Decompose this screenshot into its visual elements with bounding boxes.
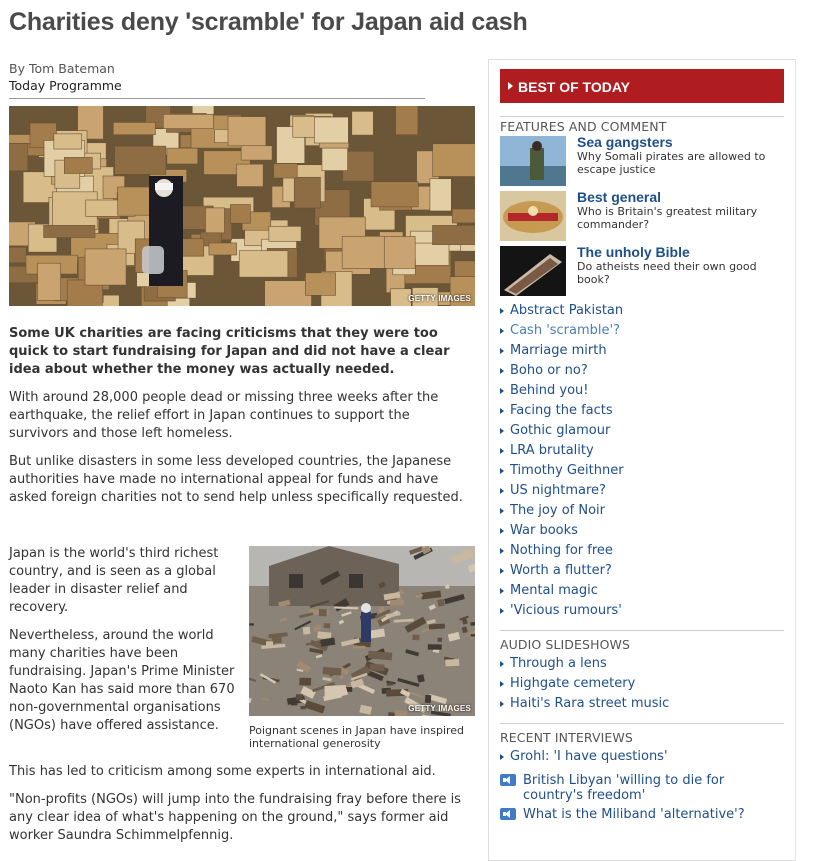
bullet-arrow-icon (500, 408, 504, 414)
bullet-arrow-icon (500, 388, 504, 394)
pirate-photo-icon[interactable] (500, 136, 566, 186)
bullet-arrow-icon (500, 368, 504, 374)
feature-item[interactable] (500, 136, 784, 188)
bullet-arrow-icon (500, 508, 504, 514)
best-of-today-banner[interactable] (500, 69, 784, 103)
section-divider (500, 630, 784, 631)
bullet-arrow-icon (500, 588, 504, 594)
article-headline: Charities deny 'scramble' for Japan aid cash (9, 8, 528, 36)
sidebar-link[interactable]: Gothic glamour (500, 421, 624, 441)
photo-caption: Poignant scenes in Japan have inspired international generosity (249, 724, 465, 750)
photo-credit: GETTY IMAGES (408, 294, 471, 303)
article-intro: Some UK charities are facing criticisms that they were too quick to start fundraising for Japan and did not have a clear idea about whether the money was actually needed. (9, 326, 450, 377)
article-paragraph: But unlike disasters in some less developed countries, the Japanese authorities have made no international appeal for funds and have asked foreign charities not to send help unless specifically requested. (9, 454, 463, 505)
sidebar-link[interactable]: Grohl: 'I have questions' (500, 747, 668, 767)
bullet-arrow-icon (500, 468, 504, 474)
feature-title[interactable]: The unholy Bible (577, 244, 690, 260)
feature-title[interactable]: Best general (577, 189, 662, 205)
audio-slideshows-heading: AUDIO SLIDESHOWS (500, 637, 630, 652)
bullet-arrow-icon (500, 548, 504, 554)
bullet-arrow-icon (500, 528, 504, 534)
bullet-arrow-icon (500, 448, 504, 454)
feature-item[interactable] (500, 191, 784, 243)
banner-title: BEST OF TODAY (518, 79, 631, 95)
feature-title[interactable]: Sea gangsters (577, 134, 673, 150)
recent-interviews-heading: RECENT INTERVIEWS (500, 730, 633, 745)
bullet-arrow-icon (500, 568, 504, 574)
feature-item[interactable] (500, 246, 784, 298)
feature-description: Do atheists need their own good book? (577, 260, 757, 286)
bullet-arrow-icon (500, 681, 504, 687)
article-paragraph: "Non-profits (NGOs) will jump into the fundraising fray before there is any clear idea of what's happening on the ground," says former aid worker Saundra Schimmelpfennig. (9, 792, 461, 843)
article-paragraph: Nevertheless, around the world many charities have been fundraising. Japan's Prime Minister Naoto Kan has said more than 670 non-governmental organisations (NGOs) have offered assistance. (9, 628, 235, 733)
section-divider (500, 116, 784, 117)
best-of-today-links (500, 301, 624, 621)
sidebar-link[interactable]: Cash 'scramble'? (500, 321, 624, 341)
feature-description: Who is Britain's greatest military commander? (577, 205, 758, 231)
bullet-arrow-icon (500, 608, 504, 614)
byline-divider (9, 98, 425, 99)
sidebar-link[interactable]: War books (500, 521, 624, 541)
sidebar-link[interactable]: Abstract Pakistan (500, 301, 624, 321)
recent-interviews-links (500, 747, 668, 767)
sidebar-link[interactable]: Highgate cemetery (500, 674, 669, 694)
byline-programme: Today Programme (9, 78, 122, 93)
book-photo-icon[interactable] (500, 246, 566, 296)
bullet-arrow-icon (500, 308, 504, 314)
bullet-arrow-icon (500, 754, 504, 760)
sidebar-link[interactable]: Timothy Geithner (500, 461, 624, 481)
sidebar-link[interactable]: LRA brutality (500, 441, 624, 461)
sidebar-link[interactable]: Haiti's Rara street music (500, 694, 669, 714)
bullet-arrow-icon (500, 328, 504, 334)
aid-boxes-photo-icon (9, 106, 475, 306)
secondary-article-photo (249, 546, 475, 716)
sidebar-link[interactable]: 'Vicious rumours' (500, 601, 624, 621)
section-divider (500, 723, 784, 724)
sidebar-link[interactable]: Mental magic (500, 581, 624, 601)
article-paragraph: This has led to criticism among some experts in international aid. (9, 764, 436, 779)
bullet-arrow-icon (500, 348, 504, 354)
sidebar-link[interactable]: Worth a flutter? (500, 561, 624, 581)
photo-credit: GETTY IMAGES (408, 704, 471, 713)
sidebar-link[interactable]: Boho or no? (500, 361, 624, 381)
sidebar-link[interactable]: The joy of Noir (500, 501, 624, 521)
article-paragraph: Japan is the world's third richest country, and is seen as a global leader in disaster relief and recovery. (9, 546, 219, 615)
feature-description: Why Somali pirates are allowed to escape justice (577, 150, 766, 176)
military-cap-photo-icon[interactable] (500, 191, 566, 241)
sidebar-link[interactable]: Facing the facts (500, 401, 624, 421)
features-heading: FEATURES AND COMMENT (500, 119, 667, 134)
article-paragraph: With around 28,000 people dead or missing three weeks after the earthquake, the relief effort in Japan continues to support the survivors and those left homeless. (9, 390, 439, 441)
speaker-icon (500, 808, 516, 820)
bullet-arrow-icon (500, 428, 504, 434)
sidebar-link[interactable]: Through a lens (500, 654, 669, 674)
audio-slideshow-links (500, 654, 669, 714)
arrow-right-icon (508, 82, 513, 90)
sidebar-link[interactable]: Marriage mirth (500, 341, 624, 361)
bullet-arrow-icon (500, 701, 504, 707)
bullet-arrow-icon (500, 488, 504, 494)
main-article-photo (9, 106, 475, 306)
sidebar-link[interactable]: Behind you! (500, 381, 624, 401)
tsunami-debris-photo-icon (249, 546, 475, 716)
sidebar-link[interactable]: US nightmare? (500, 481, 624, 501)
byline-author: By Tom Bateman (9, 61, 115, 76)
sidebar-link[interactable]: Nothing for free (500, 541, 624, 561)
bullet-arrow-icon (500, 661, 504, 667)
speaker-icon (500, 774, 516, 786)
